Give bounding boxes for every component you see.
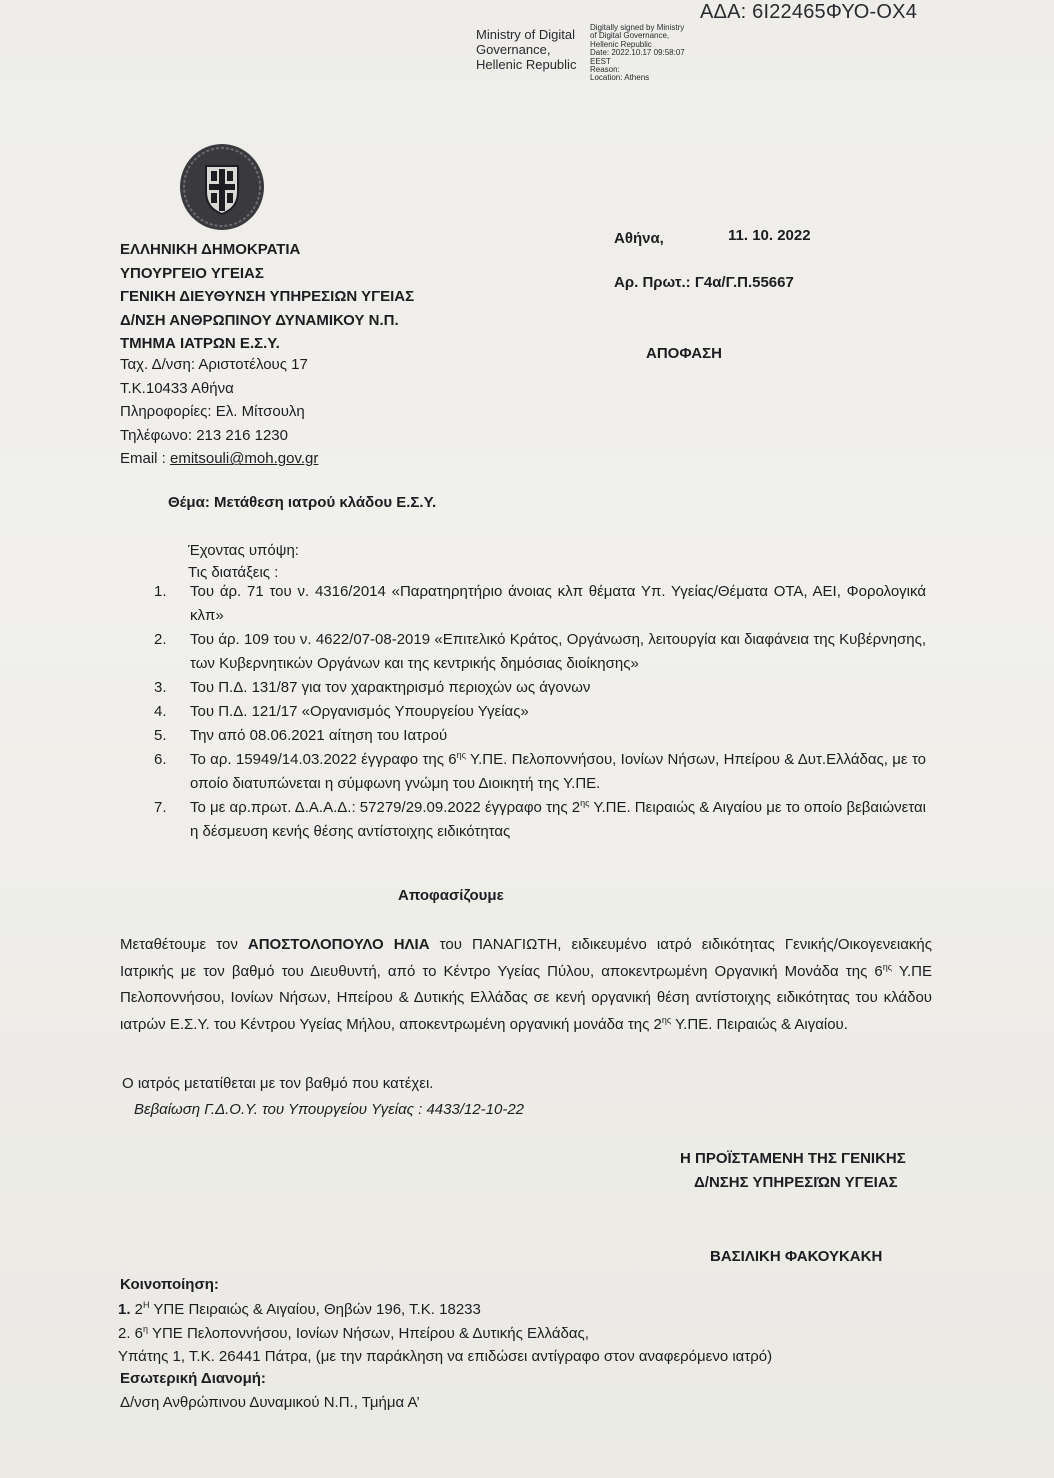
decision-heading: Αποφασίζουμε [398, 887, 504, 904]
document-type: ΑΠΟΦΑΣΗ [646, 345, 722, 362]
signature-details: Digitally signed by Ministry of Digital Governance, Hellenic Republic Date: 2022.10.17 09:58:07 EEST Reason: Location: Athens [590, 23, 685, 83]
internal-distribution: Δ/νση Ανθρώπινου Δυναμικού Ν.Π., Τμήμα Α’ [120, 1394, 420, 1411]
considerations-list [154, 580, 926, 844]
signature-ministry: Ministry of Digital Governance, Hellenic Republic [476, 27, 577, 72]
budget-certification: Βεβαίωση Γ.Δ.Ο.Υ. του Υπουργείου Υγείας : 4433/12-10-22 [134, 1101, 525, 1118]
authority-header: ΕΛΛΗΝΙΚΗ ΔΗΜΟΚΡΑΤΙΑ ΥΠΟΥΡΓΕΙΟ ΥΓΕΙΑΣ ΓΕΝΙΚΗ ΔΙΕΥΘΥΝΣΗ ΥΠΗΡΕΣΙΩΝ ΥΓΕΙΑΣ Δ/ΝΣΗ ΑΝΘΡΩΠΙΝΟΥ ΔΥΝΑΜΙΚΟΥ Ν.Π. ΤΜΗΜΑ ΙΑΤΡΩΝ Ε.Σ.Υ. [120, 241, 415, 352]
subject: Θέμα: Μετάθεση ιατρού κλάδου Ε.Σ.Υ. [168, 494, 437, 511]
doctor-name: ΑΠΟΣΤΟΛΟΠΟΥΛΟ ΗΛΙΑ [247, 936, 430, 953]
internal-distribution-heading: Εσωτερική Διανομή: [120, 1370, 266, 1387]
decision-body: Μεταθέτουμε τον ΑΠΟΣΤΟΛΟΠΟΥΛΟ ΗΛΙΑ του ΠΑΝΑΓΙΩΤΗ, ειδικευμένο ιατρό ειδικότητας Γενικής/Οικογενειακής Ιατρικής με τον βαθμό του Διευθυντή, από το Κέντρο Υγείας Πύλου, αποκεντρωμένη Οργανική Μονάδα της $6^{\eta\varsigma}$ Υ.ΠΕ Πελοποννήσου, Ιονίων Νήσων, Ηπείρου & Δυτικής Ελλάδας σε κενή οργανική θέση αντίστοιχης ειδικότητας του κλάδου ιατρών Ε.Σ.Υ. του Κέντρου Υγείας Μήλου, αποκεντρωμένη οργανική μονάδα της $2^{\eta\varsigma}$ Υ.ΠΕ. Πειραιώς & Αιγαίου. [120, 936, 932, 1033]
signer-name: ΒΑΣΙΛΙΚΗ ΦΑΚΟΥΚΑΚΗ [710, 1248, 883, 1265]
greek-coat-of-arms-icon [178, 142, 266, 232]
contact-info: Ταχ. Δ/νση: Αριστοτέλους 17 Τ.Κ.10433 Αθήνα Πληροφορίες: Ελ. Μίτσουλη Τηλέφωνο: 213 216 1230 Email : emitsouli@moh.gov.gr [120, 353, 318, 471]
list-item: 3. Του Π.Δ. 131/87 για τον χαρακτηρισμό περιοχών ως άγονων [154, 679, 591, 696]
signer-title-line2: Δ/ΝΣΗΣ ΥΠΗΡΕΣΙΏΝ ΥΓΕΙΑΣ [694, 1174, 898, 1191]
ada-code: ΑΔΑ: 6Ι22465ΦΥΟ-ΟΧ4 [700, 1, 918, 23]
list-item: 2. Του άρ. 109 του ν. 4622/07-08-2019 «Επιτελικό Κράτος, Οργάνωση, λειτουργία και διαφάνεια της Κυβέρνησης, των Κυβερνητικών Οργάνων και της κεντρικής δημόσιας διοίκησης» [154, 631, 926, 672]
signer-title-line1: Η ΠΡΟΪΣΤΑΜΕΝΗ ΤΗΣ ΓΕΝΙΚΗΣ [680, 1150, 906, 1167]
cc-line-1: 1. $2^H$ ΥΠΕ Πειραιώς & Αιγαίου, Θηβών 196, Τ.Κ. 18233 [118, 1300, 481, 1318]
cc-list [118, 1298, 772, 1369]
list-item: 4. Του Π.Δ. 121/17 «Οργανισμός Υπουργείου Υγείας» [154, 703, 529, 720]
rank-statement: Ο ιατρός μετατίθεται με τον βαθμό που κατέχει. [122, 1075, 434, 1092]
list-item: 6. Το αρ. 15949/14.03.2022 έγγραφο της $6^{\eta\varsigma}$ Υ.ΠΕ. Πελοποννήσου, Ιονίων Νήσων, Ηπείρου & Δυτ.Ελλάδας, με το οποίο διατυπώνεται η σύμφωνη γνώμη του Διοικητή της Υ.ΠΕ. [154, 750, 926, 792]
list-item: 1. Του άρ. 71 του ν. 4316/2014 «Παρατηρητήριο άνοιας κλπ θέματα Υπ. Υγείας/Θέματα ΟΤΑ, ΑΕΙ, Φορολογικά κλπ» [154, 583, 926, 624]
list-item: 5. Την από 08.06.2021 αίτηση του Ιατρού [154, 727, 448, 744]
document-date: 11. 10. 2022 [728, 227, 811, 244]
cc-line-2: 2. $6^\eta$ ΥΠΕ Πελοποννήσου, Ιονίων Νήσων, Ηπείρου & Δυτικής Ελλάδας, [118, 1323, 589, 1342]
email-line: Email : emitsouli@moh.gov.gr [120, 450, 319, 468]
list-item: 7. Το με αρ.πρωτ. Δ.Α.Α.Δ.: 57279/29.09.2022 έγγραφο της $2^{\eta\varsigma}$ Υ.ΠΕ. Πειραιώς & Αιγαίου με το οποίο βεβαιώνεται η δέσμευση κενής θέσης αντίστοιχης ειδικότητας [154, 798, 927, 840]
protocol-number: Αρ. Πρωτ.: Γ4α/Γ.Π.55667 [614, 274, 794, 291]
cc-line-3: Υπάτης 1, Τ.Κ. 26441 Πάτρα, (με την παράκληση να επιδώσει αντίγραφο στον αναφερόμενο ιατρό) [118, 1348, 773, 1366]
email-link[interactable]: emitsouli@moh.gov.gr [170, 450, 319, 468]
cc-heading: Κοινοποίηση: [120, 1276, 219, 1293]
city: Αθήνα, [614, 230, 664, 247]
considerations-intro: Έχοντας υπόψη: Τις διατάξεις : [188, 542, 299, 581]
